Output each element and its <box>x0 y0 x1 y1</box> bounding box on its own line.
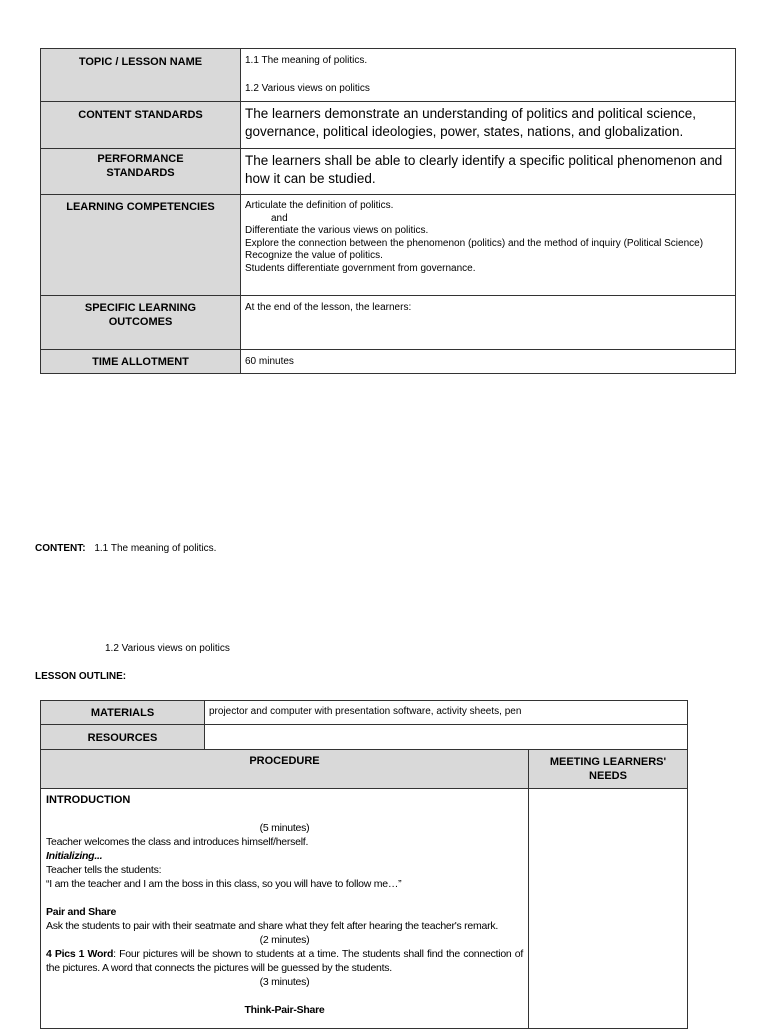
initializing-heading: Initializing... <box>46 850 103 862</box>
procedure-header: PROCEDURE <box>41 750 529 789</box>
lesson-outline-table <box>40 700 688 1029</box>
time-allotment-value: 60 minutes <box>241 350 736 374</box>
content-standards-value: The learners demonstrate an understanding of politics and political science, governance, political ideologies, power, states, nations, and globalization. <box>241 102 736 149</box>
pair-share-heading: Pair and Share <box>46 906 117 918</box>
content-standards-label: CONTENT STANDARDS <box>41 102 241 149</box>
pair-share-text: Ask the students to pair with their seatmate and share what they felt after hearing the teacher's remark. <box>46 920 499 932</box>
topic-1: 1.1 The meaning of politics. <box>245 55 368 66</box>
time-3: (3 minutes) <box>259 976 310 988</box>
content-label: CONTENT: <box>35 543 86 554</box>
intro-heading: INTRODUCTION <box>46 794 131 806</box>
outcomes-label: SPECIFIC LEARNING OUTCOMES <box>41 296 241 350</box>
resources-value <box>205 725 688 750</box>
performance-standards-label: PERFORMANCE STANDARDS <box>41 149 241 195</box>
topic-2: 1.2 Various views on politics <box>245 82 370 94</box>
competencies-value <box>241 195 736 296</box>
pics-heading: 4 Pics 1 Word <box>46 948 114 960</box>
content-line <box>35 543 216 554</box>
content-item-2: 1.2 Various views on politics <box>105 643 230 654</box>
outcomes-value: At the end of the lesson, the learners: <box>241 296 736 350</box>
materials-label: MATERIALS <box>41 701 205 725</box>
topic-label: TOPIC / LESSON NAME <box>41 49 241 102</box>
learners-needs-content <box>529 789 688 1029</box>
competency-item: Recognize the value of politics. <box>245 250 383 261</box>
materials-value: projector and computer with presentation software, activity sheets, pen <box>205 701 688 725</box>
pics-text: : Four pictures will be shown to students at a time. The students shall find the connection of the pictures. A word that connects the pictures will be guessed by the students. <box>46 948 523 974</box>
competencies-label: LEARNING COMPETENCIES <box>41 195 241 296</box>
pics-paragraph <box>46 947 523 975</box>
welcome-text: Teacher welcomes the class and introduces himself/herself. <box>46 836 309 848</box>
lesson-outline-label: LESSON OUTLINE: <box>35 671 127 682</box>
competency-item: Articulate the definition of politics. <box>245 200 394 211</box>
performance-standards-value: The learners shall be able to clearly identify a specific political phenomenon and how it can be studied. <box>241 149 736 195</box>
content-item-1: 1.1 The meaning of politics. <box>94 543 217 554</box>
lesson-info-table <box>40 48 736 374</box>
time-allotment-label: TIME ALLOTMENT <box>41 350 241 374</box>
time-5: (5 minutes) <box>259 822 310 834</box>
competency-item: Students differentiate government from governance. <box>245 262 476 274</box>
tells-text: Teacher tells the students: <box>46 864 162 876</box>
tps-heading: Think-Pair-Share <box>244 1004 325 1016</box>
topic-value <box>241 49 736 102</box>
resources-label: RESOURCES <box>41 725 205 750</box>
competency-item: Differentiate the various views on politics. <box>245 225 429 236</box>
quote-text: “I am the teacher and I am the boss in this class, so you will have to follow me…” <box>46 878 402 890</box>
competency-item: and <box>271 212 288 224</box>
procedure-content <box>41 789 529 1029</box>
time-2: (2 minutes) <box>259 934 310 946</box>
learners-needs-header: MEETING LEARNERS' NEEDS <box>529 750 688 789</box>
competency-item: Explore the connection between the phenomenon (politics) and the method of inquiry (Political Science) <box>245 237 704 249</box>
